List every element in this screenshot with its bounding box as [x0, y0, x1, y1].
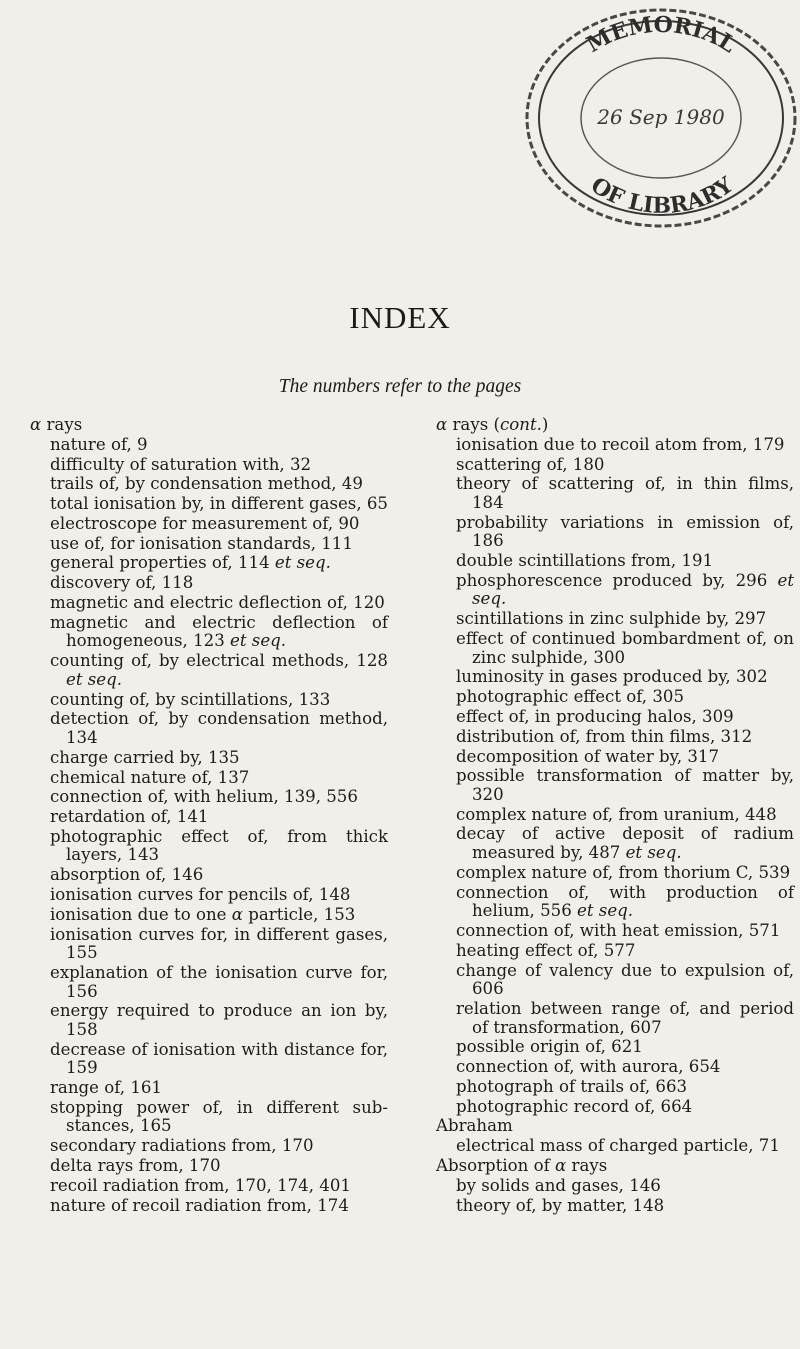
entry-text: connection of, with heat emission, 571: [456, 921, 781, 940]
index-entry: [30, 1157, 388, 1176]
entry-text: decrease of ionisation with distance for, 159: [50, 1039, 388, 1078]
entry-text: rays: [566, 1156, 608, 1175]
entry-text: ): [541, 415, 549, 434]
entry-text: absorption of, 146: [50, 865, 204, 885]
stamp-top-text: MEMORIAL: [582, 11, 741, 59]
index-heading: [436, 1117, 794, 1136]
index-entry: [436, 610, 794, 629]
index-entry: [436, 962, 794, 999]
entry-text: electroscope for measurement of, 90: [50, 513, 360, 533]
index-heading: [30, 416, 388, 435]
index-entry: [436, 475, 794, 512]
index-entry: [30, 906, 388, 925]
entry-text: effect of, in producing halos, 309: [456, 706, 734, 726]
index-entry: [30, 964, 388, 1001]
index-entry: [30, 535, 388, 554]
entry-text: heating effect of, 577: [456, 940, 636, 960]
index-entry: [436, 514, 794, 551]
entry-text: relation between range of, and period of transformation, 607: [456, 998, 794, 1037]
index-entry: [30, 926, 388, 963]
entry-text: nature of recoil radiation from, 174: [50, 1195, 349, 1215]
entry-text: detection of, by condensation method, 134: [50, 709, 388, 747]
library-stamp: [498, 0, 798, 232]
entry-text: explanation of the ionisation curve for, 156: [50, 962, 388, 1001]
entry-text: counting of, by electrical methods, 128: [50, 651, 388, 671]
entry-text: rays (: [447, 415, 500, 434]
index-entry: [30, 456, 388, 475]
italic-text: et seq.: [274, 553, 331, 573]
index-entry: [30, 436, 388, 455]
entry-text: ionisation curves for, in different gases, 155: [50, 924, 388, 963]
entry-text: magnetic and electric deflection of, 120: [50, 593, 385, 613]
index-entry: [436, 767, 794, 804]
entry-text: possible origin of, 621: [456, 1037, 643, 1057]
entry-text: Abraham: [436, 1116, 513, 1136]
entry-text: double scintillations from, 191: [456, 551, 714, 571]
index-entry: [436, 1177, 794, 1196]
entry-text: distribution of, from thin films, 312: [456, 726, 753, 746]
index-entry: [30, 808, 388, 827]
entry-text: possible transformation of matter by, 320: [456, 766, 794, 804]
italic-text: et seq.: [230, 631, 287, 651]
index-entry: [436, 942, 794, 961]
index-entry: [30, 574, 388, 593]
stamp-bottom-text: OF LIBRARY: [585, 172, 739, 219]
index-entry: [436, 1038, 794, 1057]
entry-text: ionisation curves for pencils of, 148: [50, 885, 351, 904]
index-entry: [436, 922, 794, 941]
index-entry: [436, 825, 794, 862]
entry-text: energy required to produce an ion by, 158: [50, 1001, 388, 1039]
index-entry: [436, 688, 794, 707]
page-title: INDEX: [349, 300, 451, 335]
index-entry: [30, 1002, 388, 1039]
page-subtitle: The numbers refer to the pages: [278, 376, 522, 397]
entry-text: effect of continued bombardment of, on zinc sulphide, 300: [456, 629, 794, 667]
index-entry: [436, 1078, 794, 1097]
entry-text: change of valency due to expulsion of, 606: [456, 960, 794, 999]
entry-text: complex nature of, from uranium, 448: [456, 804, 777, 824]
index-entry: [30, 495, 388, 514]
index-entry: [30, 1099, 388, 1136]
entry-text: general properties of, 114: [50, 553, 275, 573]
entry-text: decomposition of water by, 317: [456, 746, 720, 766]
index-entry: [30, 788, 388, 807]
index-entry: [30, 652, 388, 689]
entry-text: ionisation due to recoil atom from, 179: [456, 434, 785, 454]
index-entry: [30, 1197, 388, 1216]
index-entry: [30, 594, 388, 613]
index-entry: [30, 710, 388, 747]
italic-text: et seq.: [625, 843, 682, 863]
italic-text: α: [436, 415, 448, 434]
index-entry: [30, 1079, 388, 1098]
entry-text: complex nature of, from thorium C, 539: [456, 862, 791, 882]
entry-text: total ionisation by, in different gases, 65: [50, 494, 388, 514]
index-entry: [30, 1137, 388, 1156]
index-entry: [30, 614, 388, 651]
entry-text: magnetic and electric deflection of homogeneous, 123: [50, 612, 388, 651]
entry-text: electrical mass of charged particle, 71: [456, 1136, 780, 1156]
entry-text: particle, 153: [242, 904, 356, 924]
entry-text: theory of, by matter, 148: [456, 1195, 665, 1215]
svg-text:OF LIBRARY: [586, 172, 738, 219]
index-entry: [436, 668, 794, 687]
entry-text: scattering of, 180: [456, 454, 605, 474]
index-entry: [30, 691, 388, 710]
entry-text: photographic effect of, 305: [456, 687, 685, 707]
entry-text: by solids and gases, 146: [456, 1175, 661, 1195]
entry-text: use of, for ionisation standards, 111: [50, 533, 353, 553]
entry-text: charge carried by, 135: [50, 747, 240, 767]
italic-text: α: [231, 904, 243, 924]
entry-text: probability variations in emission of, 186: [456, 512, 794, 551]
entry-text: phosphorescence produced by, 296: [456, 570, 778, 590]
index-entry: [436, 708, 794, 727]
index-entry: [436, 748, 794, 767]
index-entry: [436, 630, 794, 667]
entry-text: recoil radiation from, 170, 174, 401: [50, 1175, 351, 1195]
entry-text: photograph of trails of, 663: [456, 1076, 688, 1096]
index-entry: [30, 1041, 388, 1078]
index-entry: [30, 866, 388, 885]
index-column-left: [30, 416, 388, 1216]
entry-text: secondary radiations from, 170: [50, 1136, 314, 1156]
index-entry: [436, 456, 794, 475]
entry-text: Absorption of: [436, 1156, 556, 1175]
index-entry: [30, 1177, 388, 1196]
entry-text: connection of, with helium, 139, 556: [50, 787, 358, 807]
index-entry: [436, 1137, 794, 1156]
entry-text: theory of scattering of, in thin films, 184: [456, 474, 794, 512]
index-entry: [30, 475, 388, 494]
index-entry: [436, 1000, 794, 1037]
italic-text: cont.: [499, 415, 542, 434]
index-entry: [30, 554, 388, 573]
entry-text: counting of, by scintillations, 133: [50, 689, 331, 709]
entry-text: luminosity in gases produced by, 302: [456, 667, 768, 687]
index-entry: [436, 552, 794, 571]
index-entry: [436, 436, 794, 455]
italic-text: α: [555, 1156, 567, 1175]
entry-text: difficulty of saturation with, 32: [50, 454, 312, 474]
italic-text: et seq.: [66, 669, 122, 689]
entry-text: decay of active deposit of radium measured by, 487: [456, 824, 794, 863]
index-entry: [30, 769, 388, 788]
entry-text: photographic record of, 664: [456, 1096, 693, 1116]
index-entry: [436, 572, 794, 609]
entry-text: delta rays from, 170: [50, 1156, 221, 1175]
index-column-right: [436, 416, 794, 1216]
index-heading: [436, 416, 794, 435]
index-entry: [436, 1197, 794, 1216]
index-entry: [436, 1098, 794, 1117]
entry-text: connection of, with production of helium, 556: [456, 882, 794, 921]
entry-text: rays: [41, 415, 83, 434]
entry-text: range of, 161: [50, 1078, 162, 1098]
italic-text: et seq.: [472, 570, 794, 609]
index-entry: [30, 886, 388, 905]
index-entry: [30, 515, 388, 534]
entry-text: retardation of, 141: [50, 807, 209, 827]
index-entry: [436, 728, 794, 747]
entry-text: photographic effect of, from thick layers, 143: [50, 826, 388, 865]
index-entry: [436, 1058, 794, 1077]
italic-text: et seq.: [577, 901, 634, 921]
entry-text: stopping power of, in different sub-stances, 165: [50, 1097, 388, 1136]
index-entry: [30, 828, 388, 865]
entry-text: ionisation due to one: [50, 904, 232, 924]
stamp-date: 26 Sep 1980: [597, 105, 725, 129]
entry-text: nature of, 9: [50, 434, 148, 454]
entry-text: chemical nature of, 137: [50, 767, 250, 787]
italic-text: α: [30, 415, 42, 434]
index-heading: [436, 1157, 794, 1176]
entry-text: trails of, by condensation method, 49: [50, 474, 363, 494]
entry-text: scintillations in zinc sulphide by, 297: [456, 609, 767, 629]
entry-text: discovery of, 118: [50, 573, 194, 593]
index-entry: [436, 806, 794, 825]
index-entry: [436, 884, 794, 921]
entry-text: connection of, with aurora, 654: [456, 1057, 721, 1077]
index-entry: [436, 864, 794, 883]
index-entry: [30, 749, 388, 768]
